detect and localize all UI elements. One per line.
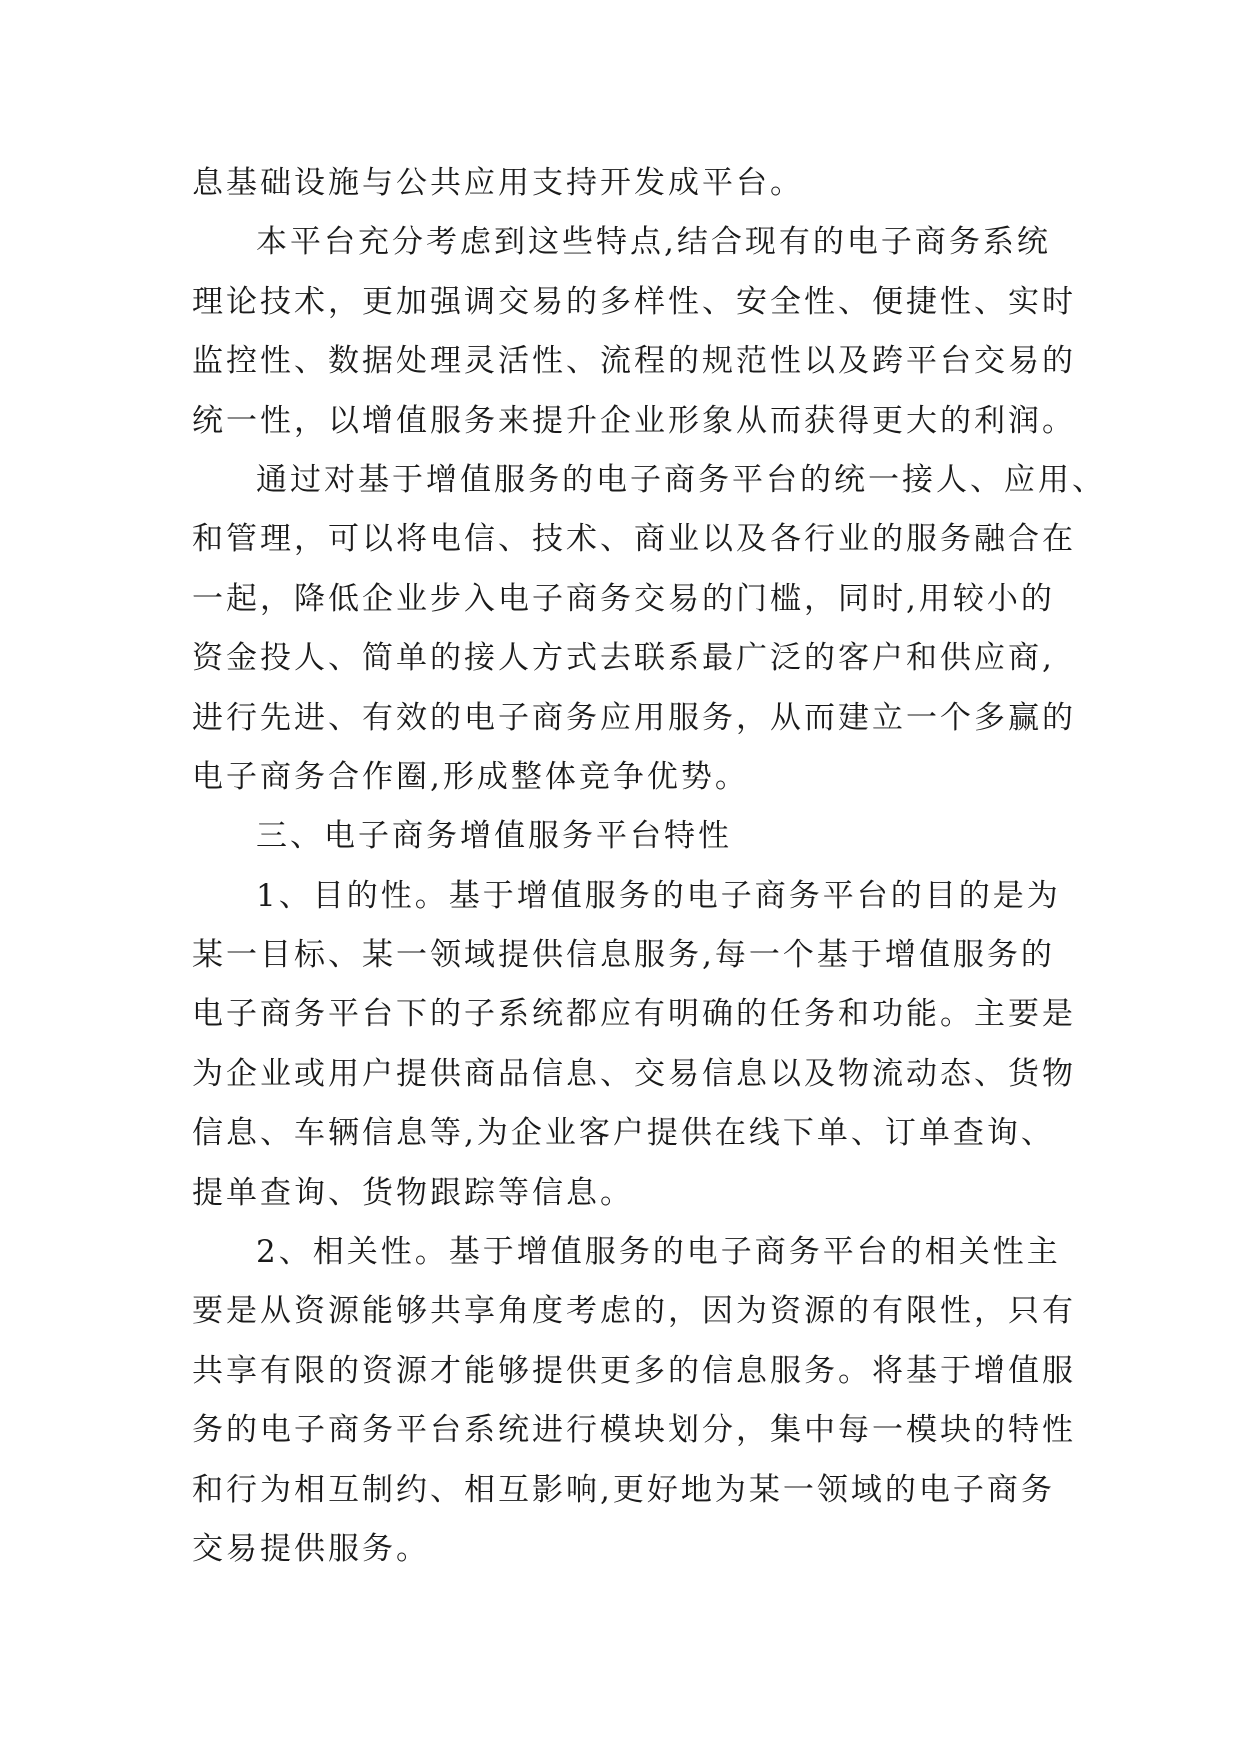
section-heading: 三、电子商务增值服务平台特性 (256, 818, 732, 855)
text-line: 务的电子商务平台系统进行模块划分，集中每一模块的特性 (192, 1412, 1076, 1449)
text-line: 本平台充分考虑到这些特点,结合现有的电子商务系统 (256, 224, 1051, 261)
text-line: 通过对基于增值服务的电子商务平台的统一接人、应用、 (256, 461, 1106, 498)
text-line: 和管理，可以将电信、技术、商业以及各行业的服务融合在 (192, 521, 1076, 558)
text-line: 要是从资源能够共享角度考虑的，因为资源的有限性，只有 (192, 1293, 1076, 1330)
text-line: 资金投人、简单的接人方式去联系最广泛的客户和供应商, (192, 640, 1055, 677)
text-line: 2、相关性。基于增值服务的电子商务平台的相关性主 (256, 1234, 1061, 1271)
text-line: 交易提供服务。 (192, 1530, 430, 1567)
document-body (192, 154, 1106, 1579)
text-line: 息基础设施与公共应用支持开发成平台。 (192, 165, 804, 201)
text-line: 1、目的性。基于增值服务的电子商务平台的目的是为 (256, 877, 1061, 914)
text-line: 提单查询、货物跟踪等信息。 (192, 1174, 634, 1211)
text-line: 理论技术，更加强调交易的多样性、安全性、便捷性、实时 (192, 283, 1076, 320)
text-line: 监控性、数据处理灵活性、流程的规范性以及跨平台交易的 (192, 343, 1076, 380)
text-line: 和行为相互制约、相互影响,更好地为某一领域的电子商务 (192, 1471, 1055, 1508)
text-line: 共享有限的资源才能够提供更多的信息服务。将基于增值服 (192, 1352, 1076, 1389)
text-line: 进行先进、有效的电子商务应用服务，从而建立一个多赢的 (192, 699, 1076, 736)
text-line: 统一性，以增值服务来提升企业形象从而获得更大的利润。 (192, 402, 1076, 439)
text-line: 信息、车辆信息等,为企业客户提供在线下单、订单查询、 (192, 1115, 1055, 1152)
text-line: 电子商务平台下的子系统都应有明确的任务和功能。主要是 (192, 996, 1076, 1033)
text-line: 一起，降低企业步入电子商务交易的门槛，同时,用较小的 (192, 580, 1055, 617)
text-line: 某一目标、某一领域提供信息服务,每一个基于增值服务的 (192, 937, 1055, 974)
text-line: 为企业或用户提供商品信息、交易信息以及物流动态、货物 (192, 1055, 1076, 1092)
text-line: 电子商务合作圈,形成整体竞争优势。 (192, 758, 749, 795)
